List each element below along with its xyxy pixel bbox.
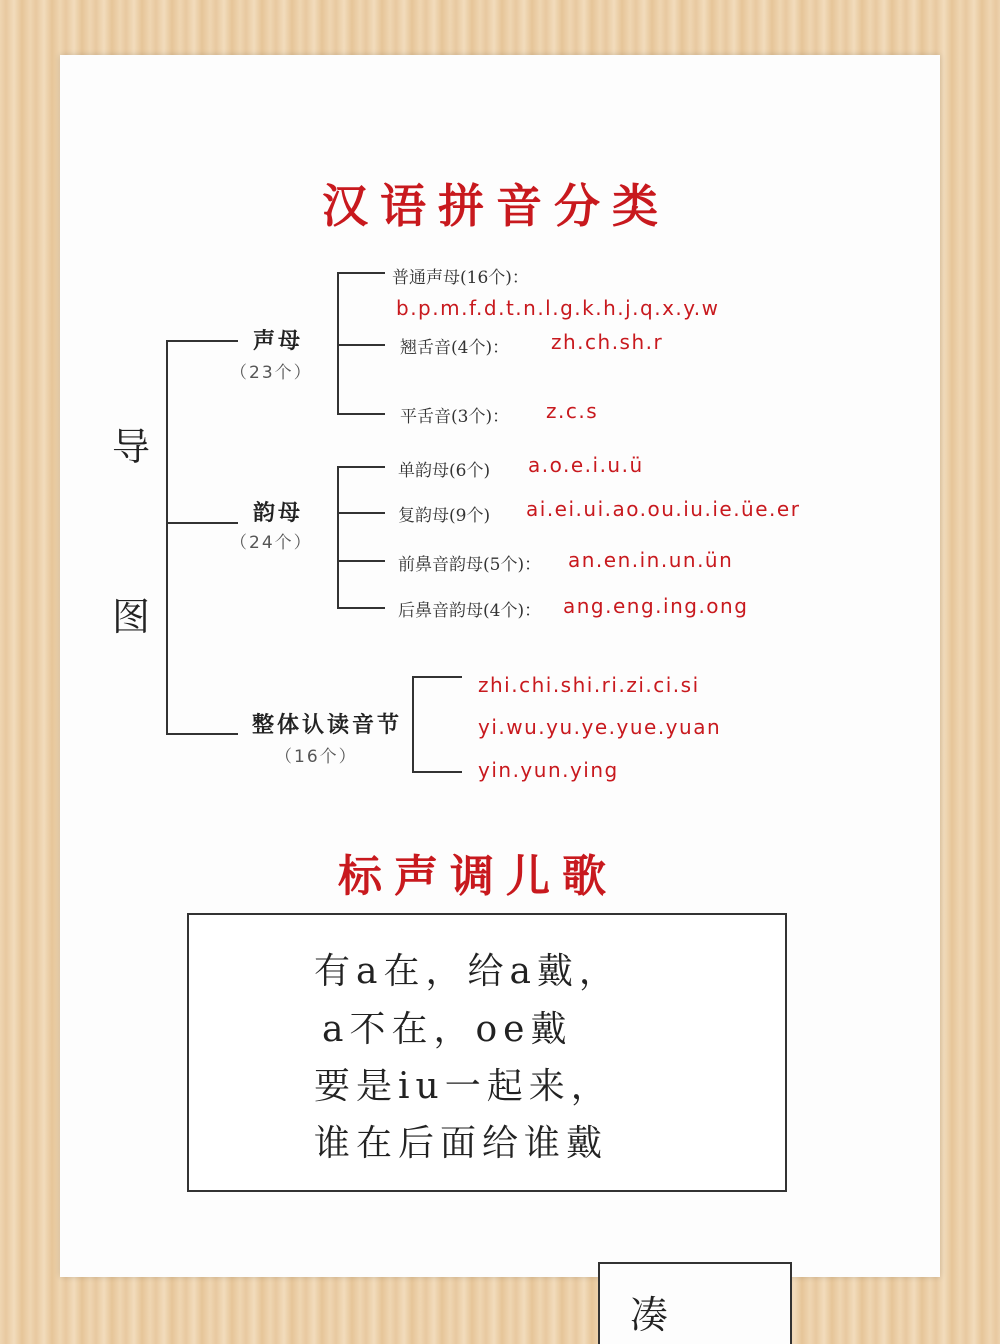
song-line-2: a不在，oe戴 xyxy=(322,1009,573,1050)
category-shengmu: 声母 xyxy=(253,328,304,354)
shengmu-item-label-1: 普通声母(16个)： xyxy=(392,268,529,288)
main-branch-zhengti xyxy=(166,733,238,735)
main-branch-shengmu xyxy=(166,340,238,342)
shengmu-branch-3 xyxy=(337,413,385,415)
shengmu-item-value-2: zh.ch.sh.r xyxy=(551,330,664,354)
shengmu-item-label-3: 平舌音(3个)： xyxy=(400,407,510,427)
song-line-1: 有a在，给a戴， xyxy=(314,951,621,992)
shengmu-branch-1 xyxy=(337,272,385,274)
zhengti-item-2: yi.wu.yu.ye.yue.yuan xyxy=(478,715,722,739)
shengmu-bracket xyxy=(337,272,339,414)
category-yunmu: 韵母 xyxy=(253,500,304,526)
count-shengmu: （23个） xyxy=(230,363,313,383)
side-label-bottom: 图 xyxy=(112,595,151,639)
yunmu-item-label-1: 单韵母(6个) xyxy=(398,461,491,481)
shengmu-item-value-3: z.c.s xyxy=(546,399,599,423)
main-bracket-vertical xyxy=(166,340,168,734)
yunmu-item-value-4: ang.eng.ing.ong xyxy=(563,594,749,618)
zhengti-branch-1 xyxy=(412,676,462,678)
category-zhengti: 整体认读音节 xyxy=(252,712,403,738)
shengmu-item-label-2: 翘舌音(4个)： xyxy=(400,338,510,358)
shengmu-branch-2 xyxy=(337,344,385,346)
yunmu-item-value-3: an.en.in.un.ün xyxy=(568,548,734,572)
yunmu-item-label-2: 复韵母(9个) xyxy=(398,506,491,526)
yunmu-item-value-1: a.o.e.i.u.ü xyxy=(528,453,644,477)
shengmu-item-value-1: b.p.m.f.d.t.n.l.g.k.h.j.q.x.y.w xyxy=(396,296,720,320)
yunmu-branch-1 xyxy=(337,466,385,468)
yunmu-branch-2 xyxy=(337,512,385,514)
zhengti-bracket xyxy=(412,676,414,772)
zhengti-item-3: yin.yun.ying xyxy=(478,758,619,782)
song-line-3: 要是iu一起来， xyxy=(314,1066,613,1107)
yunmu-branch-4 xyxy=(337,607,385,609)
side-label-top: 导 xyxy=(112,425,151,469)
yunmu-bracket xyxy=(337,466,339,608)
count-yunmu: （24个） xyxy=(230,533,313,553)
main-branch-yunmu xyxy=(166,522,238,524)
yunmu-item-value-2: ai.ei.ui.ao.ou.iu.ie.üe.er xyxy=(526,497,801,521)
yunmu-item-label-4: 后鼻音韵母(4个)： xyxy=(398,601,542,621)
page-title: 汉语拼音分类 xyxy=(322,179,670,233)
yunmu-branch-3 xyxy=(337,560,385,562)
count-zhengti: （16个） xyxy=(275,747,358,767)
song-box xyxy=(187,913,787,1192)
zhengti-branch-3 xyxy=(412,771,462,773)
next-page-text: 凑 xyxy=(630,1293,669,1337)
yunmu-item-label-3: 前鼻音韵母(5个)： xyxy=(398,555,542,575)
zhengti-item-1: zhi.chi.shi.ri.zi.ci.si xyxy=(478,673,700,697)
song-line-4: 谁在后面给谁戴 xyxy=(314,1123,609,1164)
song-title: 标声调儿歌 xyxy=(338,851,618,902)
